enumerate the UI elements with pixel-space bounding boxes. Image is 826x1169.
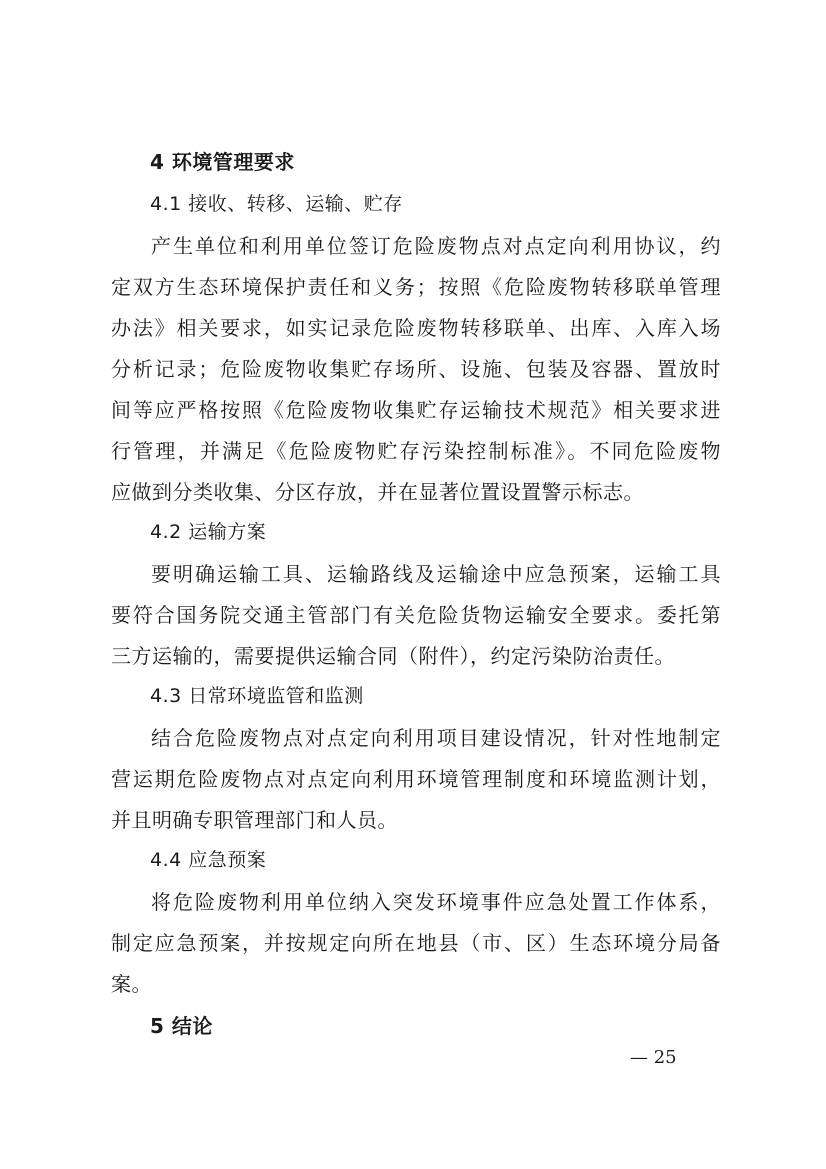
paragraph-line: 办法》相关要求，如实记录危险废物转移联单、出库、入库入场	[111, 316, 721, 340]
paragraph-line: 将危险废物利用单位纳入突发环境事件应急处置工作体系，	[151, 890, 721, 914]
page-number: — 25	[630, 1047, 677, 1068]
paragraph-line: 定双方生态环境保护责任和义务；按照《危险废物转移联单管理	[111, 275, 721, 299]
section-5-heading: 5 结论	[150, 1014, 213, 1038]
paragraph-line: 要符合国务院交通主管部门有关危险货物运输安全要求。委托第	[111, 603, 721, 627]
section-4-heading: 4 环境管理要求	[150, 150, 295, 174]
paragraph-line: 结合危险废物点对点定向利用项目建设情况，针对性地制定	[151, 726, 721, 750]
section-4-4-heading: 4.4 应急预案	[150, 849, 267, 871]
paragraph-line: 营运期危险废物点对点定向利用环境管理制度和环境监测计划，	[111, 767, 721, 791]
paragraph-line: 制定应急预案，并按规定向所在地县（市、区）生态环境分局备	[111, 931, 721, 955]
paragraph-line: 并且明确专职管理部门和人员。	[111, 808, 398, 832]
section-4-2-heading: 4.2 运输方案	[150, 521, 267, 543]
paragraph-line: 分析记录；危险废物收集贮存场所、设施、包装及容器、置放时	[111, 357, 721, 381]
paragraph-line: 应做到分类收集、分区存放，并在显著位置设置警示标志。	[111, 480, 644, 504]
section-4-1-heading: 4.1 接收、转移、运输、贮存	[150, 193, 403, 215]
paragraph-line: 产生单位和利用单位签订危险废物点对点定向利用协议，约	[151, 234, 721, 258]
paragraph-line: 行管理，并满足《危险废物贮存污染控制标准》。不同危险废物	[111, 439, 721, 463]
paragraph-line: 要明确运输工具、运输路线及运输途中应急预案，运输工具	[151, 562, 721, 586]
paragraph-line: 三方运输的，需要提供运输合同（附件），约定污染防治责任。	[111, 644, 675, 668]
paragraph-line: 间等应严格按照《危险废物收集贮存运输技术规范》相关要求进	[111, 398, 721, 422]
section-4-3-heading: 4.3 日常环境监管和监测	[150, 685, 364, 707]
paragraph-line: 案。	[111, 972, 152, 996]
